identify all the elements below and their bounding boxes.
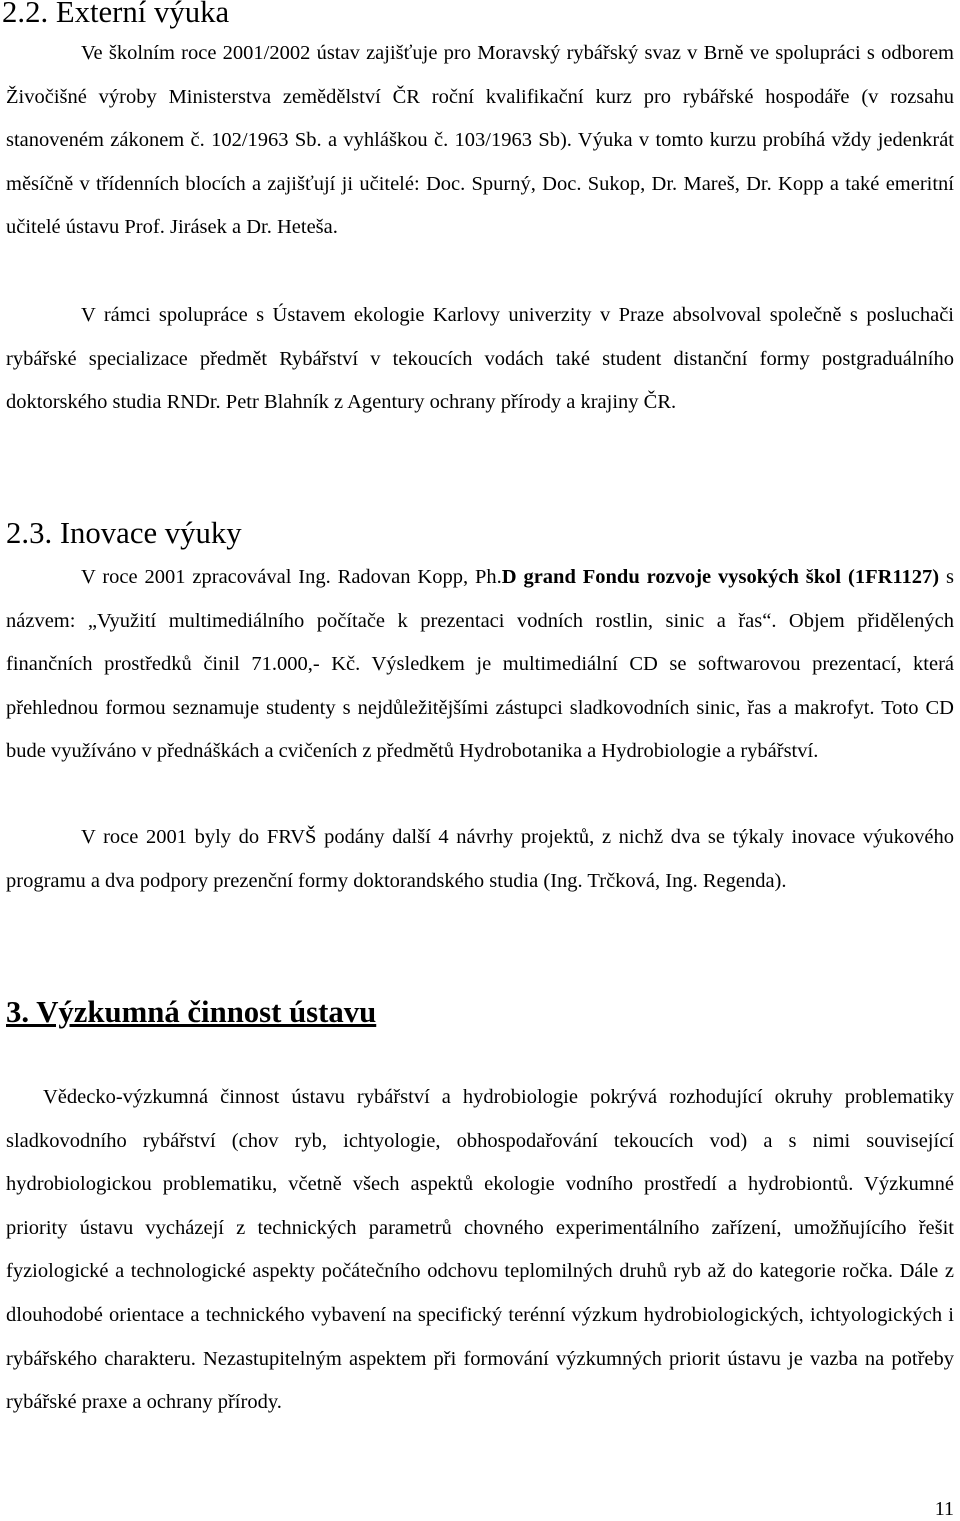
section-2-3-p1-bold: D grand Fondu rozvoje vysokých škol (1FR1127) xyxy=(501,566,940,588)
section-2-3-title: 2.3. Inovace výuky xyxy=(6,516,242,550)
section-2-3-p1-start: V roce 2001 zpracovával Ing. Radovan Kopp, Ph. xyxy=(81,566,502,588)
section-3-title: 3. Výzkumná činnost ústavu xyxy=(6,995,377,1029)
page-number: 11 xyxy=(934,1498,954,1520)
section-2-2-title: 2.2. Externí výuka xyxy=(2,0,230,29)
section-2-3-p1-rest: s názvem: „Využití multimediálního počítače k prezentaci vodních rostlin, sinic a řas“. Objem přidělených finančních prostředků činil 71.000,- Kč. Výsledkem je multimediální CD se softwarovou prezentací, která přehlednou formou seznamuje studenty s nejdůležitějšími zástupci sladkovodních sinic, řas a makrofyt. Toto CD bude využíváno v přednáškách a cvičeních z předmětů Hydrobotanika a Hydrobiologie a rybářství. xyxy=(6,566,954,763)
section-3-paragraph-1: Vědecko-výzkumná činnost ústavu rybářství a hydrobiologie pokrývá rozhodující okruhy problematiky sladkovodního rybářství (chov ryb, ichtyologie, obhospodařování tekoucích vod) a s nimi související hydrobiologickou problematiku, včetně všech aspektů ekologie vodního prostředí a hydrobiontů. Výzkumné priority ústavu vycházejí z technických parametrů chovného experimentálního zařízení, umožňujícího řešit fyziologické a technologické aspekty počátečního odchovu teplomilných druhů ryb až do kategorie ročka. Dále z dlouhodobé orientace a technického vybavení na specifický terénní výzkum hydrobiologických, ichtyologických i rybářského charakteru. Nezastupitelným aspektem při formování výzkumných priorit ústavu je vazba na potřeby rybářské praxe a ochrany přírody. xyxy=(6,1086,954,1414)
section-2-3-paragraph-1 xyxy=(6,556,954,774)
section-2-2-paragraph-1: Ve školním roce 2001/2002 ústav zajišťuje pro Moravský rybářský svaz v Brně ve spolupráci s odborem Živočišné výroby Ministerstva zemědělství ČR roční kvalifikační kurz pro rybářské hospodáře (v rozsahu stanoveném zákonem č. 102/1963 Sb. a vyhláškou č. 103/1963 Sb). Výuka v tomto kurzu probíhá vždy jedenkrát měsíčně v třídenních blocích a zajišťují ji učitelé: Doc. Spurný, Doc. Sukop, Dr. Mareš, Dr. Kopp a také emeritní učitelé ústavu Prof. Jirásek a Dr. Heteša. xyxy=(6,42,954,239)
section-2-3-paragraph-2: V roce 2001 byly do FRVŠ podány další 4 návrhy projektů, z nichž dva se týkaly inovace výukového programu a dva podpory prezenční formy doktorandského studia (Ing. Trčková, Ing. Regenda). xyxy=(6,826,954,892)
section-2-2-paragraph-2: V rámci spolupráce s Ústavem ekologie Karlovy univerzity v Praze absolvoval společně s posluchači rybářské specializace předmět Rybářství v tekoucích vodách také student distanční formy postgraduálního doktorského studia RNDr. Petr Blahník z Agentury ochrany přírody a krajiny ČR. xyxy=(6,304,954,414)
